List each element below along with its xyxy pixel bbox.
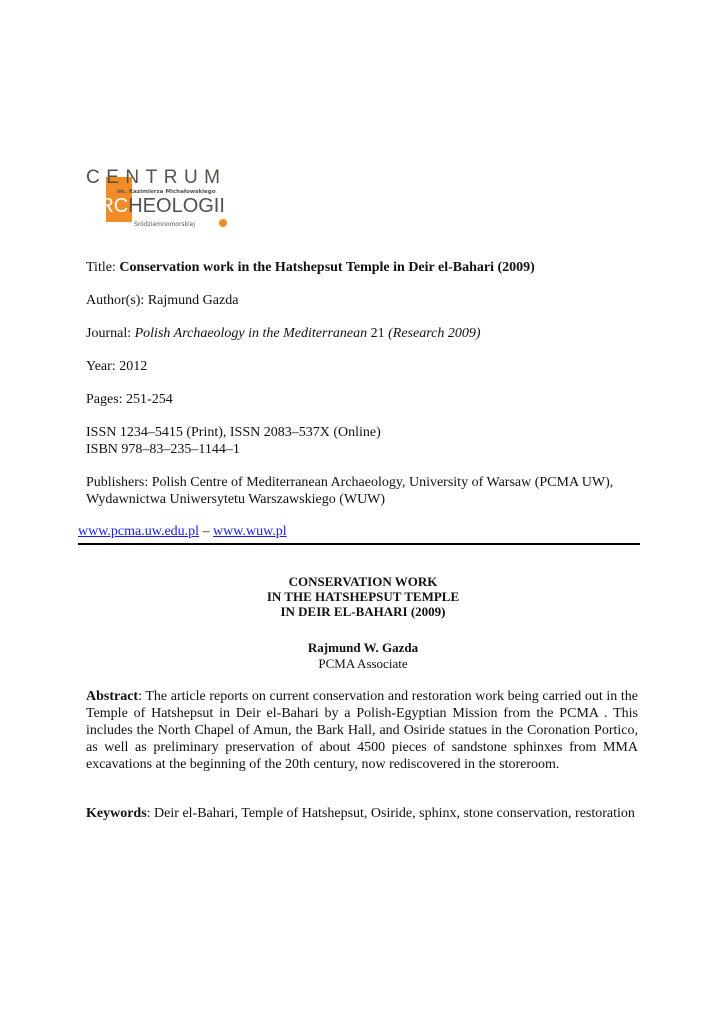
abstract-text: : The article reports on current conservation and restoration work being carried out in the Temple of Hatshepsut in Deir el-Bahari by a Polish-Egyptian Mission from the PCMA . This includes the North Chapel of Amun, the Bark Hall, and Osiride statues in the Coronation Portico, as well as preliminary preservation of about 4500 pieces of sandstone sphinxes from MMA excavations at the beginning of the 20th century, now rediscovered in the storeroom. (86, 689, 638, 772)
publishers-line-1: Publishers: Polish Centre of Mediterranean Archaeology, University of Warsaw (PCMA UW), (86, 475, 614, 490)
keywords-paragraph (86, 805, 638, 822)
isbn-line: ISBN 978–83–235–1144–1 (86, 442, 240, 457)
article-author-affiliation: PCMA Associate (318, 656, 408, 671)
title-value: Conservation work in the Hatshepsut Temple in Deir el-Bahari (2009) (119, 260, 535, 275)
journal-label: Journal: (86, 326, 135, 341)
article-author-name: Rajmund W. Gazda (307, 640, 419, 655)
issn-line: ISSN 1234–5415 (Print), ISSN 2083–537X (Online) (86, 425, 381, 440)
horizontal-rule (78, 543, 640, 545)
article-heading-line-3: IN DEIR EL-BAHARI (2009) (280, 604, 446, 619)
title-label: Title: (86, 260, 120, 275)
logo-emblem-icon (219, 219, 227, 227)
logo-subtitle-text: im. Kazimierza Michałowskiego (117, 189, 216, 195)
abstract-paragraph (86, 688, 638, 773)
pcma-link[interactable]: www.pcma.uw.edu.pl (78, 524, 200, 539)
keywords-text: : Deir el-Bahari, Temple of Hatshepsut, Osiride, sphinx, stone conservation, restoration (146, 806, 635, 821)
article-heading-line-2: IN THE HATSHEPSUT TEMPLE (266, 589, 460, 604)
year-line: Year: 2012 (86, 359, 148, 374)
journal-line (86, 325, 481, 342)
keywords-label: Keywords (86, 806, 147, 821)
journal-volume: 21 (367, 326, 389, 341)
title-line (86, 259, 535, 276)
pages-line: Pages: 251-254 (86, 392, 173, 407)
author-line: Author(s): Rajmund Gazda (86, 293, 239, 308)
article-heading-line-1: CONSERVATION WORK (288, 574, 438, 589)
centrum-logo (86, 166, 231, 230)
journal-note: (Research 2009) (388, 326, 481, 341)
logo-archeologii-text: ARCHEOLOGII (86, 195, 225, 217)
publishers-line-2: Wydawnictwa Uniwersytetu Warszawskiego (WUW) (86, 492, 386, 507)
wuw-link[interactable]: www.wuw.pl (213, 524, 287, 539)
logo-centrum-text: CENTRUM (86, 167, 227, 188)
logo-srodziemnomorskiej-text: Śródziemnomorskiej (134, 221, 196, 228)
abstract-label: Abstract (86, 689, 139, 704)
journal-name: Polish Archaeology in the Mediterranean (134, 326, 368, 341)
links-line (78, 523, 287, 540)
links-separator: – (199, 524, 214, 539)
